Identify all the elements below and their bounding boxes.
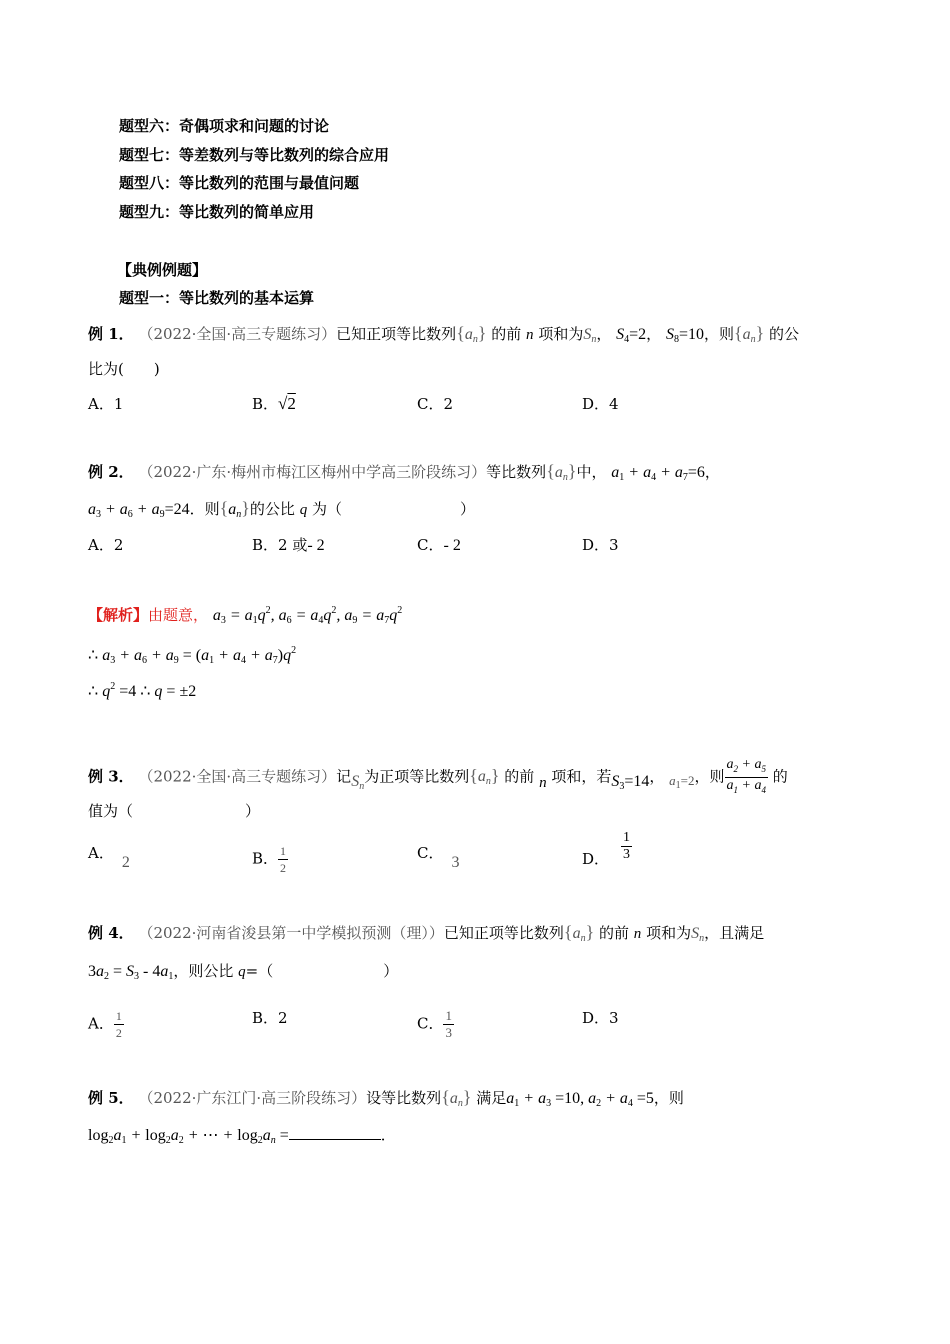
option-a[interactable]: A．1 xyxy=(88,395,124,413)
option-b[interactable]: B． $\frac{1}{2}$ xyxy=(252,844,287,875)
option-d[interactable]: D． $\frac{1}{3}$ xyxy=(582,830,631,868)
analysis-tag: 【解析】 xyxy=(88,606,149,624)
option-d[interactable]: D．3 xyxy=(582,536,619,554)
example-5-line-1: 例 5． （2022·广东江门·高三阶段练习）设等比数列$\{a_n\}$ 满足$a_1 + a_3 =10$, $a_2 + a_4 =5$，则 xyxy=(88,1087,684,1109)
analysis-line-3: ∴ $q^2 =4$ ∴ q = ±2 xyxy=(88,681,197,700)
example-4-line-2: $3a_2 = S_3 - 4a_1$，则公比 q=（ ） xyxy=(88,962,399,982)
example-3-line-1: 例 3． （2022·全国·高三专题练习）记$S_n$为正项等比数列$\{a_n\}$ 的前 n 项和，若$S_3=14$， $a_1=2$，则 $\frac{a_2 + a_5}{a_1 + a_4}$ 的 xyxy=(88,757,788,795)
option-a[interactable]: A． $\frac{1}{2}$ xyxy=(88,1009,122,1040)
example-1-line-1: 例 1． （2022·全国·高三专题练习）已知正项等比数列$\{a_n\}$ 的前 n 项和为$S_n$， $S_4=2$， $S_8=10$，则$\{a_n\}$ 的公 xyxy=(88,323,800,345)
example-1-line-2: 比为( ) xyxy=(88,360,160,378)
option-b[interactable]: B．√2 xyxy=(252,394,296,413)
option-c[interactable]: C． $\frac{1}{3}$ xyxy=(417,1008,452,1040)
option-c[interactable]: C．2 xyxy=(417,395,454,413)
example-source: （2022·全国·高三专题练习） xyxy=(138,325,337,343)
option-c[interactable]: C．3 xyxy=(417,844,460,871)
example-2-line-2: $a_3 + a_6 + a_9=24$．则$\{a_n\}$的公比 q 为（ ） xyxy=(88,498,476,520)
type1-title: 题型一：等比数列的基本运算 xyxy=(119,289,315,307)
type-item-8: 题型八：等比数列的范围与最值问题 xyxy=(119,174,360,192)
option-b[interactable]: B．2 或- 2 xyxy=(252,536,325,554)
type-item-9: 题型九：等比数列的简单应用 xyxy=(119,203,315,221)
example-4-line-1: 例 4． （2022·河南省浚县第一中学模拟预测（理））已知正项等比数列$\{a_n\}$ 的前 n 项和为$S_n$，且满足 xyxy=(88,922,765,944)
example-label: 例 1． xyxy=(88,325,134,343)
option-a[interactable]: A．2 xyxy=(88,536,124,554)
analysis-line-2: ∴ $a_3 + a_6 + a_9 = (a_1 + a_4 + a_7)q^2$ xyxy=(88,645,297,666)
example-2-line-1: 例 2． （2022·广东·梅州市梅江区梅州中学高三阶段练习）等比数列$\{a_n\}$中， $a_1 + a_4 + a_7=6$， xyxy=(88,461,720,483)
type-item-6: 题型六：奇偶项求和问题的讨论 xyxy=(119,117,330,135)
example-5-line-2: $\log_2a_1 + \log_2a_2$ + ⋯ + $\log_2a_n$ = ． xyxy=(88,1126,396,1146)
example-3-line-2: 值为（ ） xyxy=(88,802,261,820)
type-item-7: 题型七：等差数列与等比数列的综合应用 xyxy=(119,146,390,164)
analysis-line-1: 【解析】由题意， $a_3 = a_1q^2$, $a_6 = a_4q^2$, $a_9 = a_7q^2$ xyxy=(88,605,403,626)
option-a[interactable]: A．2 xyxy=(88,844,130,871)
option-d[interactable]: D．4 xyxy=(582,395,619,413)
option-b[interactable]: B．2 xyxy=(252,1009,288,1027)
option-d[interactable]: D．3 xyxy=(582,1009,619,1027)
answer-blank[interactable] xyxy=(289,1125,381,1140)
section-title: 【典例例题】 xyxy=(117,261,208,279)
option-c[interactable]: C．- 2 xyxy=(417,536,461,554)
